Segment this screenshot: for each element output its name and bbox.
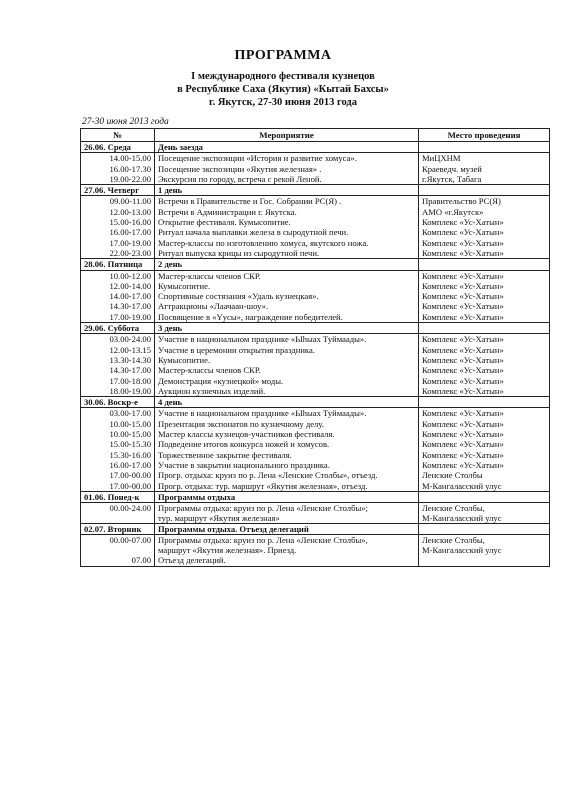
event-place: Комплекс «Ус-Хатын» — [419, 460, 550, 470]
event-description-line: маршрут «Якутия железная». Приезд. — [158, 545, 297, 556]
table-row — [81, 238, 550, 248]
event-description-line: Программы отдыха: круиз по р. Лена «Ленские Столбы»; — [158, 503, 368, 514]
event-place: МиЦХНМ — [419, 153, 550, 164]
day-date: 28.06. Пятница — [81, 259, 155, 270]
event-time: 14.30-17.00 — [81, 365, 155, 375]
day-header-row — [81, 397, 550, 408]
event-time: 10.00-15.00 — [81, 429, 155, 439]
event-time: 14.30-17.00 — [81, 301, 155, 311]
table-row — [81, 555, 550, 566]
event-time: 17.00-00.00 — [81, 470, 155, 480]
day-date: 02.07. Вторник — [81, 524, 155, 535]
table-row — [81, 196, 550, 207]
table-row — [81, 429, 550, 439]
event-description: Участие в национальном празднике «Ыһыах Туймаады». — [155, 334, 419, 345]
event-time: 14.00-17.00 — [81, 291, 155, 301]
table-row — [81, 355, 550, 365]
event-place: Комплекс «Ус-Хатын» — [419, 429, 550, 439]
table-row — [81, 291, 550, 301]
column-header-number: № — [81, 129, 155, 142]
event-time: 12.00-14.00 — [81, 281, 155, 291]
table-row — [81, 334, 550, 345]
event-description: Мастер-классы по изготовлению хомуса, якутского ножа. — [155, 238, 419, 248]
table-row — [81, 503, 550, 524]
event-description: Кумысопитие. — [155, 355, 419, 365]
event-description: Прогр. отдыха: круиз по р. Лена «Ленские Столбы», отъезд. — [155, 470, 419, 480]
event-description: Экскурсия по городу, встреча с рекой Леной. — [155, 174, 419, 185]
table-row — [81, 174, 550, 185]
event-description: Встречи в Правительстве и Гос. Собрании РС(Я) . — [155, 196, 419, 207]
event-time: 00.00-07.00 — [81, 535, 155, 556]
event-description: Ритуал начала выплавки железа в сыродутной печи. — [155, 227, 419, 237]
event-time: 07.00 — [81, 555, 155, 566]
table-row — [81, 227, 550, 237]
event-description: Посещение экспозиции «Якутия железная» . — [155, 164, 419, 174]
event-description: Кумысопитие. — [155, 281, 419, 291]
table-row — [81, 153, 550, 164]
event-time: 17.00-19.00 — [81, 238, 155, 248]
event-description: Мастер-классы членов СКР. — [155, 365, 419, 375]
event-time: 16.00-17.00 — [81, 460, 155, 470]
table-row — [81, 365, 550, 375]
event-description: Посвящение в «Үусы», награждение победителей. — [155, 312, 419, 323]
event-place: Комплекс «Ус-Хатын» — [419, 355, 550, 365]
column-header-event: Мероприятие — [155, 129, 419, 142]
event-time: 12.00-13.15 — [81, 345, 155, 355]
table-header-row — [81, 129, 550, 142]
event-place: Комплекс «Ус-Хатын» — [419, 386, 550, 397]
event-description: Аттракционы «Лаачаан-шоу». — [155, 301, 419, 311]
event-place: Комплекс «Ус-Хатын» — [419, 238, 550, 248]
event-description: Аукцион кузнечных изделий. — [155, 386, 419, 397]
event-place: Комплекс «Ус-Хатын» — [419, 291, 550, 301]
event-place-line: М-Кангаласский улус — [422, 545, 502, 556]
table-row — [81, 312, 550, 323]
day-date: 27.06. Четверг — [81, 185, 155, 196]
event-place: г.Якутск, Табага — [419, 174, 550, 185]
event-description-line: Программы отдыха: круиз по р. Лена «Ленские Столбы», — [158, 535, 368, 546]
event-description: Открытие фестиваля. Кумысопитие. — [155, 217, 419, 227]
day-date: 29.06. Суббота — [81, 323, 155, 334]
event-place: Комплекс «Ус-Хатын» — [419, 270, 550, 281]
day-header-row — [81, 323, 550, 334]
day-title: 1 день — [155, 185, 419, 196]
event-time: 12.00-13.00 — [81, 207, 155, 217]
event-time: 15.00-16.00 — [81, 217, 155, 227]
table-row — [81, 248, 550, 259]
event-place: Правительство РС(Я) — [419, 196, 550, 207]
day-header-row — [81, 259, 550, 270]
event-description: Мастер классы кузнецов-участников фестиваля. — [155, 429, 419, 439]
event-description — [155, 503, 419, 524]
event-time: 17.00-00.00 — [81, 481, 155, 492]
event-description: Участие в закрытии национального праздника. — [155, 460, 419, 470]
event-place: Комплекс «Ус-Хатын» — [419, 248, 550, 259]
column-header-place: Место проведения — [419, 129, 550, 142]
day-title: Программы отдыха. Отъезд делегаций — [155, 524, 419, 535]
day-title: Программы отдыха — [155, 491, 419, 502]
event-time: 16.00-17.00 — [81, 227, 155, 237]
table-row — [81, 470, 550, 480]
day-date: 01.06. Понед-к — [81, 491, 155, 502]
program-title: ПРОГРАММА — [234, 48, 332, 63]
program-table-body — [81, 142, 550, 567]
event-place: Комплекс «Ус-Хатын» — [419, 365, 550, 375]
event-description — [155, 535, 419, 556]
table-row — [81, 460, 550, 470]
event-time: 16.00-17.30 — [81, 164, 155, 174]
table-row — [81, 535, 550, 556]
event-time: 03.00-17.00 — [81, 408, 155, 419]
event-time: 17.00-19.00 — [81, 312, 155, 323]
program-table — [80, 128, 550, 567]
event-time: 10.00-15.00 — [81, 419, 155, 429]
day-title: 4 день — [155, 397, 419, 408]
table-row — [81, 481, 550, 492]
event-time: 15.30-16.00 — [81, 450, 155, 460]
event-description: Посещение экспозиции «История и развитие хомуса». — [155, 153, 419, 164]
day-header-row — [81, 524, 550, 535]
subtitle-line-1: I международного фестиваля кузнецов — [191, 71, 375, 82]
event-description: Демонстрация «кузнецкой» моды. — [155, 376, 419, 386]
day-place-empty — [419, 142, 550, 153]
event-place-line: Ленские Столбы, — [422, 503, 485, 514]
day-place-empty — [419, 323, 550, 334]
table-row — [81, 281, 550, 291]
event-time: 03.00-24.00 — [81, 334, 155, 345]
day-header-row — [81, 185, 550, 196]
table-row — [81, 217, 550, 227]
day-title: 2 день — [155, 259, 419, 270]
table-row — [81, 408, 550, 419]
event-place — [419, 555, 550, 566]
day-date: 30.06. Воскр-е — [81, 397, 155, 408]
day-place-empty — [419, 524, 550, 535]
event-place: Ленские Столбы — [419, 470, 550, 480]
event-place: АМО «г.Якутск» — [419, 207, 550, 217]
day-title: 3 день — [155, 323, 419, 334]
table-row — [81, 164, 550, 174]
event-time: 09.00-11.00 — [81, 196, 155, 207]
table-row — [81, 376, 550, 386]
event-place — [419, 535, 550, 556]
event-description: Презентация экспонатов по кузнечному делу. — [155, 419, 419, 429]
event-time: 22.00-23.00 — [81, 248, 155, 259]
table-row — [81, 419, 550, 429]
event-time: 14.00-15.00 — [81, 153, 155, 164]
day-date: 26.06. Среда — [81, 142, 155, 153]
event-description: Участие в церемонии открытия праздника. — [155, 345, 419, 355]
event-time: 15.00-15.30 — [81, 439, 155, 449]
day-place-empty — [419, 185, 550, 196]
event-description: Подведение итогов конкурса ножей и хомусов. — [155, 439, 419, 449]
table-row — [81, 386, 550, 397]
day-title: День заезда — [155, 142, 419, 153]
event-time: 19.00-22.00 — [81, 174, 155, 185]
event-place: Комплекс «Ус-Хатын» — [419, 376, 550, 386]
event-place: Комплекс «Ус-Хатын» — [419, 408, 550, 419]
event-time: 13.30-14.30 — [81, 355, 155, 365]
day-header-row — [81, 142, 550, 153]
event-place: Комплекс «Ус-Хатын» — [419, 227, 550, 237]
date-note: 27-30 июня 2013 года — [82, 117, 169, 127]
table-row — [81, 450, 550, 460]
event-place: М-Кангаласский улус — [419, 481, 550, 492]
event-description: Встречи в Администрации г. Якутска. — [155, 207, 419, 217]
event-time: 17.00-18.00 — [81, 376, 155, 386]
event-place: Комплекс «Ус-Хатын» — [419, 301, 550, 311]
event-place: Комплекс «Ус-Хатын» — [419, 345, 550, 355]
event-description: Торжественное закрытие фестиваля. — [155, 450, 419, 460]
event-place — [419, 503, 550, 524]
subtitle-line-2: в Республике Саха (Якутия) «Кытай Бахсы» — [177, 84, 389, 95]
event-place: Комплекс «Ус-Хатын» — [419, 439, 550, 449]
event-description: Отъезд делегаций. — [155, 555, 419, 566]
day-place-empty — [419, 259, 550, 270]
event-place-line: М-Кангаласский улус — [422, 513, 502, 524]
event-time: 10.00-12.00 — [81, 270, 155, 281]
event-place: Комплекс «Ус-Хатын» — [419, 450, 550, 460]
event-place: Комплекс «Ус-Хатын» — [419, 334, 550, 345]
event-description: Участие в национальном празднике «Ыһыах Туймаады». — [155, 408, 419, 419]
event-place: Комплекс «Ус-Хатын» — [419, 312, 550, 323]
table-row — [81, 301, 550, 311]
event-place: Краеведч. музей — [419, 164, 550, 174]
event-time: 18.00-19.00 — [81, 386, 155, 397]
event-description: Прогр. отдыха: тур. маршрут «Якутия железная», отъезд. — [155, 481, 419, 492]
table-row — [81, 439, 550, 449]
event-description-line: тур. маршрут «Якутия железная» — [158, 513, 280, 524]
subtitle-line-3: г. Якутск, 27-30 июня 2013 года — [208, 97, 357, 108]
day-header-row — [81, 491, 550, 502]
event-place-line: Ленские Столбы, — [422, 535, 485, 546]
event-description: Спортивные состязания «Удаль кузнецкая». — [155, 291, 419, 301]
event-place: Комплекс «Ус-Хатын» — [419, 217, 550, 227]
event-place: Комплекс «Ус-Хатын» — [419, 419, 550, 429]
table-row — [81, 207, 550, 217]
event-description: Мастер-классы членов СКР. — [155, 270, 419, 281]
event-time: 00.00-24.00 — [81, 503, 155, 524]
day-place-empty — [419, 397, 550, 408]
event-place: Комплекс «Ус-Хатын» — [419, 281, 550, 291]
event-description: Ритуал выпуска крицы из сыродутной печи. — [155, 248, 419, 259]
day-place-empty — [419, 491, 550, 502]
table-row — [81, 345, 550, 355]
table-row — [81, 270, 550, 281]
